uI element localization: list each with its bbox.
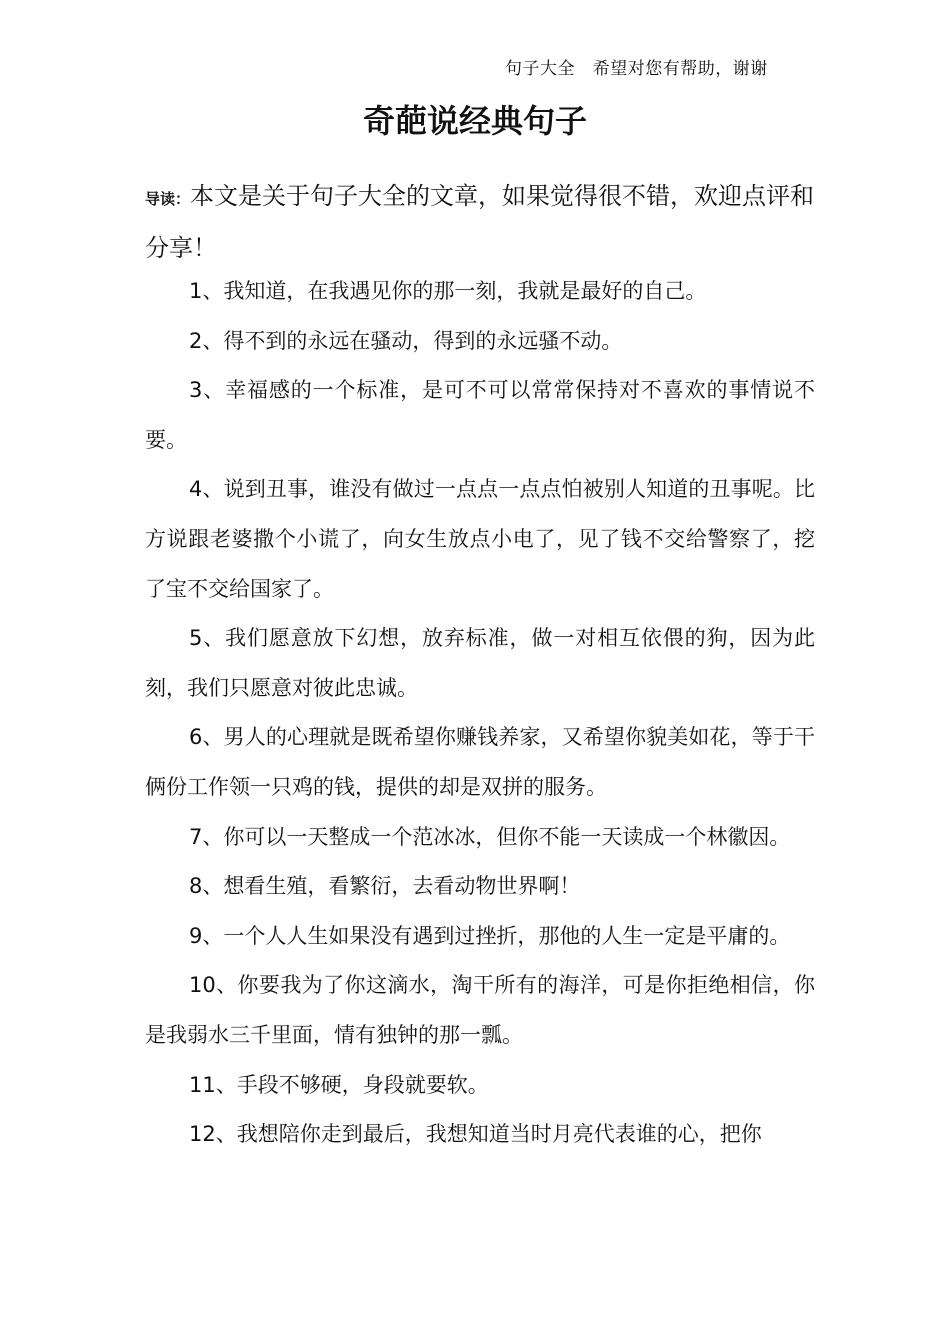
- quote-paragraph: 10、你要我为了你这滴水，淘干所有的海洋，可是你拒绝相信，你是我弱水三千里面，情有独钟的那一瓢。: [145, 973, 815, 1047]
- intro-label: 导读：: [145, 190, 191, 208]
- quote-paragraph: 7、你可以一天整成一个范冰冰，但你不能一天读成一个林徽因。: [189, 824, 791, 849]
- quote-paragraph: 3、幸福感的一个标准，是可不可以常常保持对不喜欢的事情说不要。: [145, 378, 815, 452]
- quote-paragraph: 6、男人的心理就是既希望你赚钱养家，又希望你貌美如花，等于干俩份工作领一只鸡的钱，提供的却是双拼的服务。: [145, 725, 815, 799]
- quote-paragraph: 1、我知道，在我遇见你的那一刻，我就是最好的自己。: [189, 279, 707, 303]
- quote-paragraph: 4、说到丑事，谁没有做过一点点一点点怕被别人知道的丑事呢。比方说跟老婆撒个小谎了，向女生放点小电了，见了钱不交给警察了，挖了宝不交给国家了。: [145, 477, 815, 601]
- header-note: 句子大全 希望对您有帮助，谢谢: [505, 59, 768, 79]
- quote-paragraph: 8、想看生殖，看繁衍，去看动物世界啊！: [189, 874, 581, 899]
- quote-paragraph: 12、我想陪你走到最后，我想知道当时月亮代表谁的心，把你: [189, 1122, 762, 1147]
- quote-paragraph: 5、我们愿意放下幻想，放弃标准，做一对相互依偎的狗，因为此刻，我们只愿意对彼此忠诚。: [145, 626, 815, 700]
- intro-text: 本文是关于句子大全的文章，如果觉得很不错，欢迎点评和分享！: [145, 182, 815, 262]
- quote-paragraph: 9、一个人人生如果没有遇到过挫折，那他的人生一定是平庸的。: [189, 923, 791, 948]
- quote-paragraph: 2、得不到的永远在骚动，得到的永远骚不动。: [189, 328, 623, 353]
- quote-list: [145, 267, 815, 1160]
- document-title: 奇葩说经典句子: [362, 102, 587, 140]
- quote-paragraph: 11、手段不够硬，身段就要软。: [189, 1072, 489, 1097]
- intro-section: [145, 172, 815, 273]
